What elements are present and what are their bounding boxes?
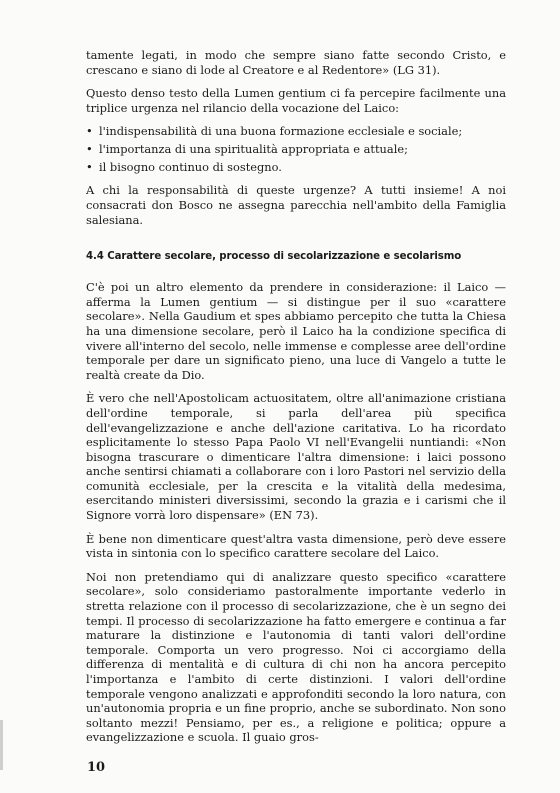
paragraph: tamente legati, in modo che sempre siano fatte secondo Cristo, e crescano e siano di lode al Creatore e al Redentore» (LG 31). bbox=[86, 48, 506, 77]
bullet-icon: • bbox=[86, 124, 93, 139]
list-item-text: il bisogno continuo di sostegno. bbox=[99, 160, 282, 175]
list-item bbox=[86, 160, 506, 175]
paragraph: È vero che nell'Apostolicam actuositatem, oltre all'animazione cristiana dell'ordine temporale, si parla dell'area più specifica dell'evangelizzazione e anche dell'azione caritativa. Lo ha ricordato esplicitamente lo stesso Papa Paolo VI nell'Evangelii nuntiandi: «Non bisogna trascurare o dimenticare l'altra dimensione: i laici possono anche sentirsi chiamati a collaborare con i loro Pastori nel servizio della comunità ecclesiale, per la crescita e la vitalità della medesima, esercitando ministeri diversissimi, secondo la grazia e i carismi che il Signore vorrà loro dispensare» (EN 73). bbox=[86, 391, 506, 523]
paragraph: È bene non dimenticare quest'altra vasta dimensione, però deve essere vista in sintonia con lo specifico carattere secolare del Laico. bbox=[86, 531, 506, 561]
list-item-text: l'importanza di una spiritualità appropriata e attuale; bbox=[99, 142, 408, 157]
list-item-text: l'indispensabilità di una buona formazione ecclesiale e sociale; bbox=[99, 124, 463, 139]
list-item bbox=[86, 124, 506, 139]
paragraph: Noi non pretendiamo qui di analizzare questo specifico «carattere secolare», solo consideriamo pastoralmente importante vederlo in stretta relazione con il processo di secolarizzazione, che è un segno dei tempi. Il processo di secolarizzazione ha fatto emergere e continua a far maturare la distinzione e l'autonomia di tanti valori dell'ordine temporale. Comporta un vero progresso. Noi ci accorgiamo della differenza di mentalità e di cultura di chi non ha ancora percepito l'importanza e l'ambito di certe distinzioni. I valori dell'ordine temporale vengono analizzati e approfonditi secondo la loro natura, con un'autonomia propria e un fine proprio, anche se subordinato. Non sono soltanto mezzi! Pensiamo, per es., a religione e politica; oppure a evangelizzazione e scuola. Il guaio gros- bbox=[86, 569, 506, 745]
list-item bbox=[86, 142, 506, 157]
document-page bbox=[86, 48, 506, 754]
urgency-list bbox=[86, 124, 506, 175]
bullet-icon: • bbox=[86, 142, 93, 157]
page-number: 10 bbox=[87, 760, 106, 775]
bullet-icon: • bbox=[86, 160, 93, 175]
scan-margin-mark bbox=[0, 720, 3, 770]
paragraph: A chi la responsabilità di queste urgenze? A tutti insieme! A noi consacrati don Bosco ne assegna parecchia nell'ambito della Famiglia salesiana. bbox=[86, 183, 506, 227]
paragraph: C'è poi un altro elemento da prendere in considerazione: il Laico — afferma la Lumen gentium — si distingue per il suo «carattere secolare». Nella Gaudium et spes abbiamo percepito che tutta la Chiesa ha una dimensione secolare, però il Laico ha la condizione specifica di vivere all'interno del secolo, nelle immense e complesse aree dell'ordine temporale per dare un significato pieno, una luce di Vangelo a tutte le realtà create da Dio. bbox=[86, 280, 506, 382]
section-heading: 4.4 Carattere secolare, processo di secolarizzazione e secolarismo bbox=[86, 251, 462, 263]
paragraph: Questo denso testo della Lumen gentium ci fa percepire facilmente una triplice urgenza nel rilancio della vocazione del Laico: bbox=[86, 86, 506, 115]
